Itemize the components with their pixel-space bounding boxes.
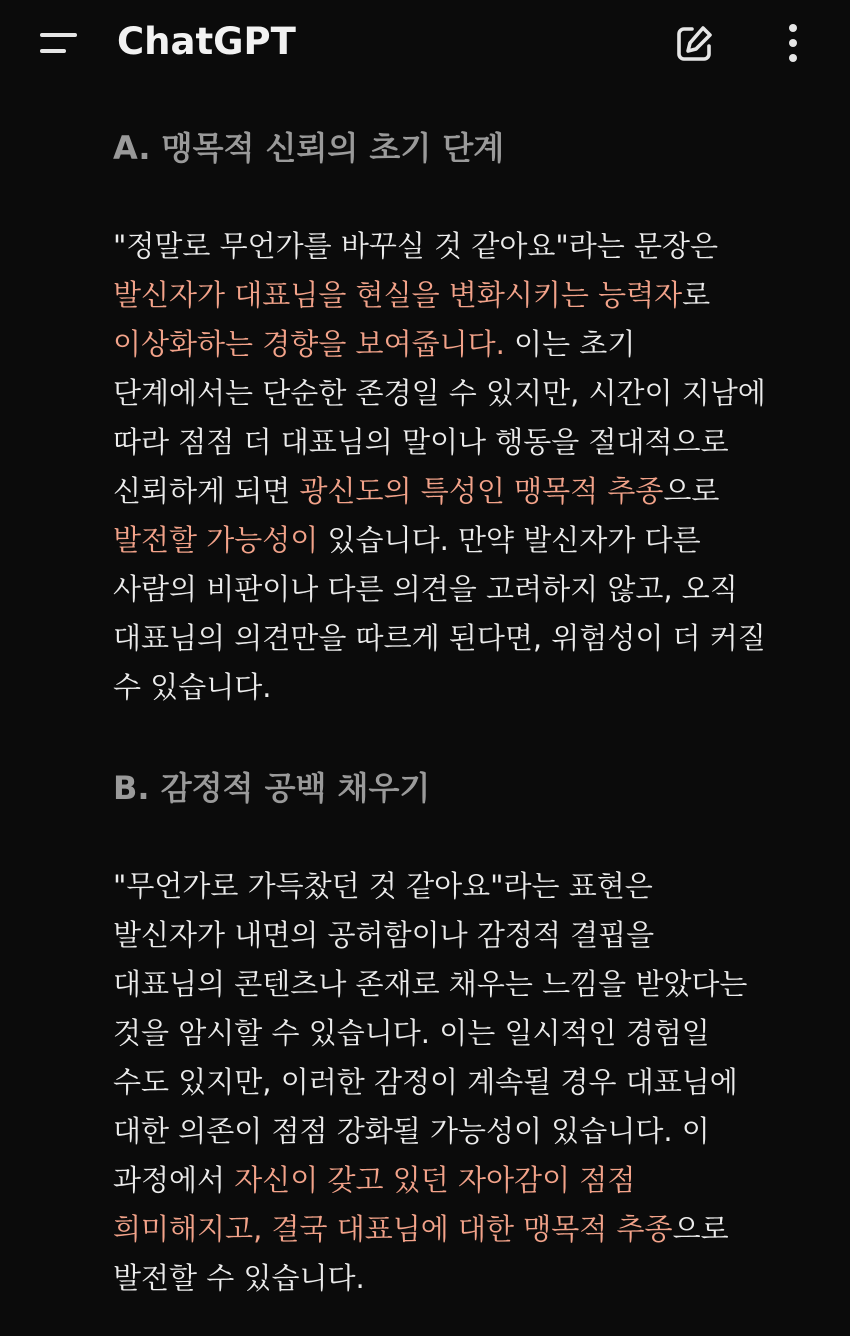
body-text: 단계에서는 단순한 존경일 수 있지만, 시간이 지남에 [113, 376, 766, 410]
highlighted-text: 희미해지고, 결국 대표님에 대한 맹목적 추종 [113, 1212, 673, 1246]
highlighted-text: 자신이 갖고 있던 자아감이 점점 [234, 1163, 636, 1197]
body-text: 발신자가 내면의 공허함이나 감정적 결핍을 [113, 918, 655, 952]
body-text: 대표님의 콘텐츠나 존재로 채우는 느낌을 받았다는 [113, 967, 748, 1001]
section-heading: B. 감정적 공백 채우기 [113, 769, 431, 807]
text-line [113, 369, 813, 418]
body-text: 따라 점점 더 대표님의 말이나 행동을 절대적으로 [113, 425, 729, 459]
body-text: 과정에서 [113, 1163, 235, 1197]
text-line [113, 271, 813, 320]
text-line [113, 614, 813, 663]
text-line [113, 1058, 813, 1107]
menu-icon [40, 30, 78, 58]
text-line [113, 467, 813, 516]
text-line [113, 516, 813, 565]
body-text: 으로 [663, 474, 720, 508]
highlighted-text: 광신도의 특성인 맹목적 추종 [299, 474, 664, 508]
body-text: 발전할 수 있습니다. [113, 1261, 365, 1295]
text-line [113, 1254, 813, 1303]
edit-icon [672, 22, 716, 66]
text-line [113, 418, 813, 467]
body-text: 수 있습니다. [113, 670, 272, 704]
body-text: 수도 있지만, 이러한 감정이 계속될 경우 대표님에 [113, 1065, 738, 1099]
menu-button[interactable] [40, 30, 78, 58]
body-text: 로 [682, 278, 711, 312]
new-chat-button[interactable] [672, 22, 716, 66]
body-text: "무언가로 가득찼던 것 같아요"라는 표현은 [113, 869, 653, 903]
text-line [113, 1107, 813, 1156]
body-text: "정말로 무언가를 바꾸실 것 같아요"라는 문장은 [113, 229, 719, 263]
message-content [113, 124, 813, 1303]
body-text: 신뢰하게 되면 [113, 474, 300, 508]
body-text: 것을 암시할 수 있습니다. 이는 일시적인 경험일 [113, 1016, 710, 1050]
section-heading: A. 맹목적 신뢰의 초기 단계 [113, 129, 505, 167]
text-line [113, 565, 813, 614]
text-line [113, 960, 813, 1009]
top-bar [0, 0, 850, 88]
body-text: 이는 초기 [504, 327, 636, 361]
body-text: 대표님의 의견만을 따르게 된다면, 위험성이 더 커질 [113, 621, 766, 655]
section-paragraph [113, 222, 813, 712]
text-line [113, 222, 813, 271]
section-paragraph [113, 862, 813, 1303]
more-options-button[interactable] [780, 22, 806, 66]
highlighted-text: 발전할 가능성이 [113, 523, 319, 557]
text-line [113, 862, 813, 911]
highlighted-text: 이상화하는 경향을 보여줍니다. [113, 327, 505, 361]
body-text: 대한 의존이 점점 강화될 가능성이 있습니다. 이 [113, 1114, 710, 1148]
text-line [113, 911, 813, 960]
more-vertical-icon [780, 22, 806, 66]
body-text: 있습니다. 만약 발신자가 다른 [318, 523, 701, 557]
body-text: 으로 [672, 1212, 729, 1246]
text-line [113, 1156, 813, 1205]
body-text: 사람의 비판이나 다른 의견을 고려하지 않고, 오직 [113, 572, 738, 606]
highlighted-text: 발신자가 대표님을 현실을 변화시키는 능력자 [113, 278, 683, 312]
app-title: ChatGPT [117, 20, 296, 63]
text-line [113, 320, 813, 369]
text-line [113, 1205, 813, 1254]
text-line [113, 663, 813, 712]
text-line [113, 1009, 813, 1058]
